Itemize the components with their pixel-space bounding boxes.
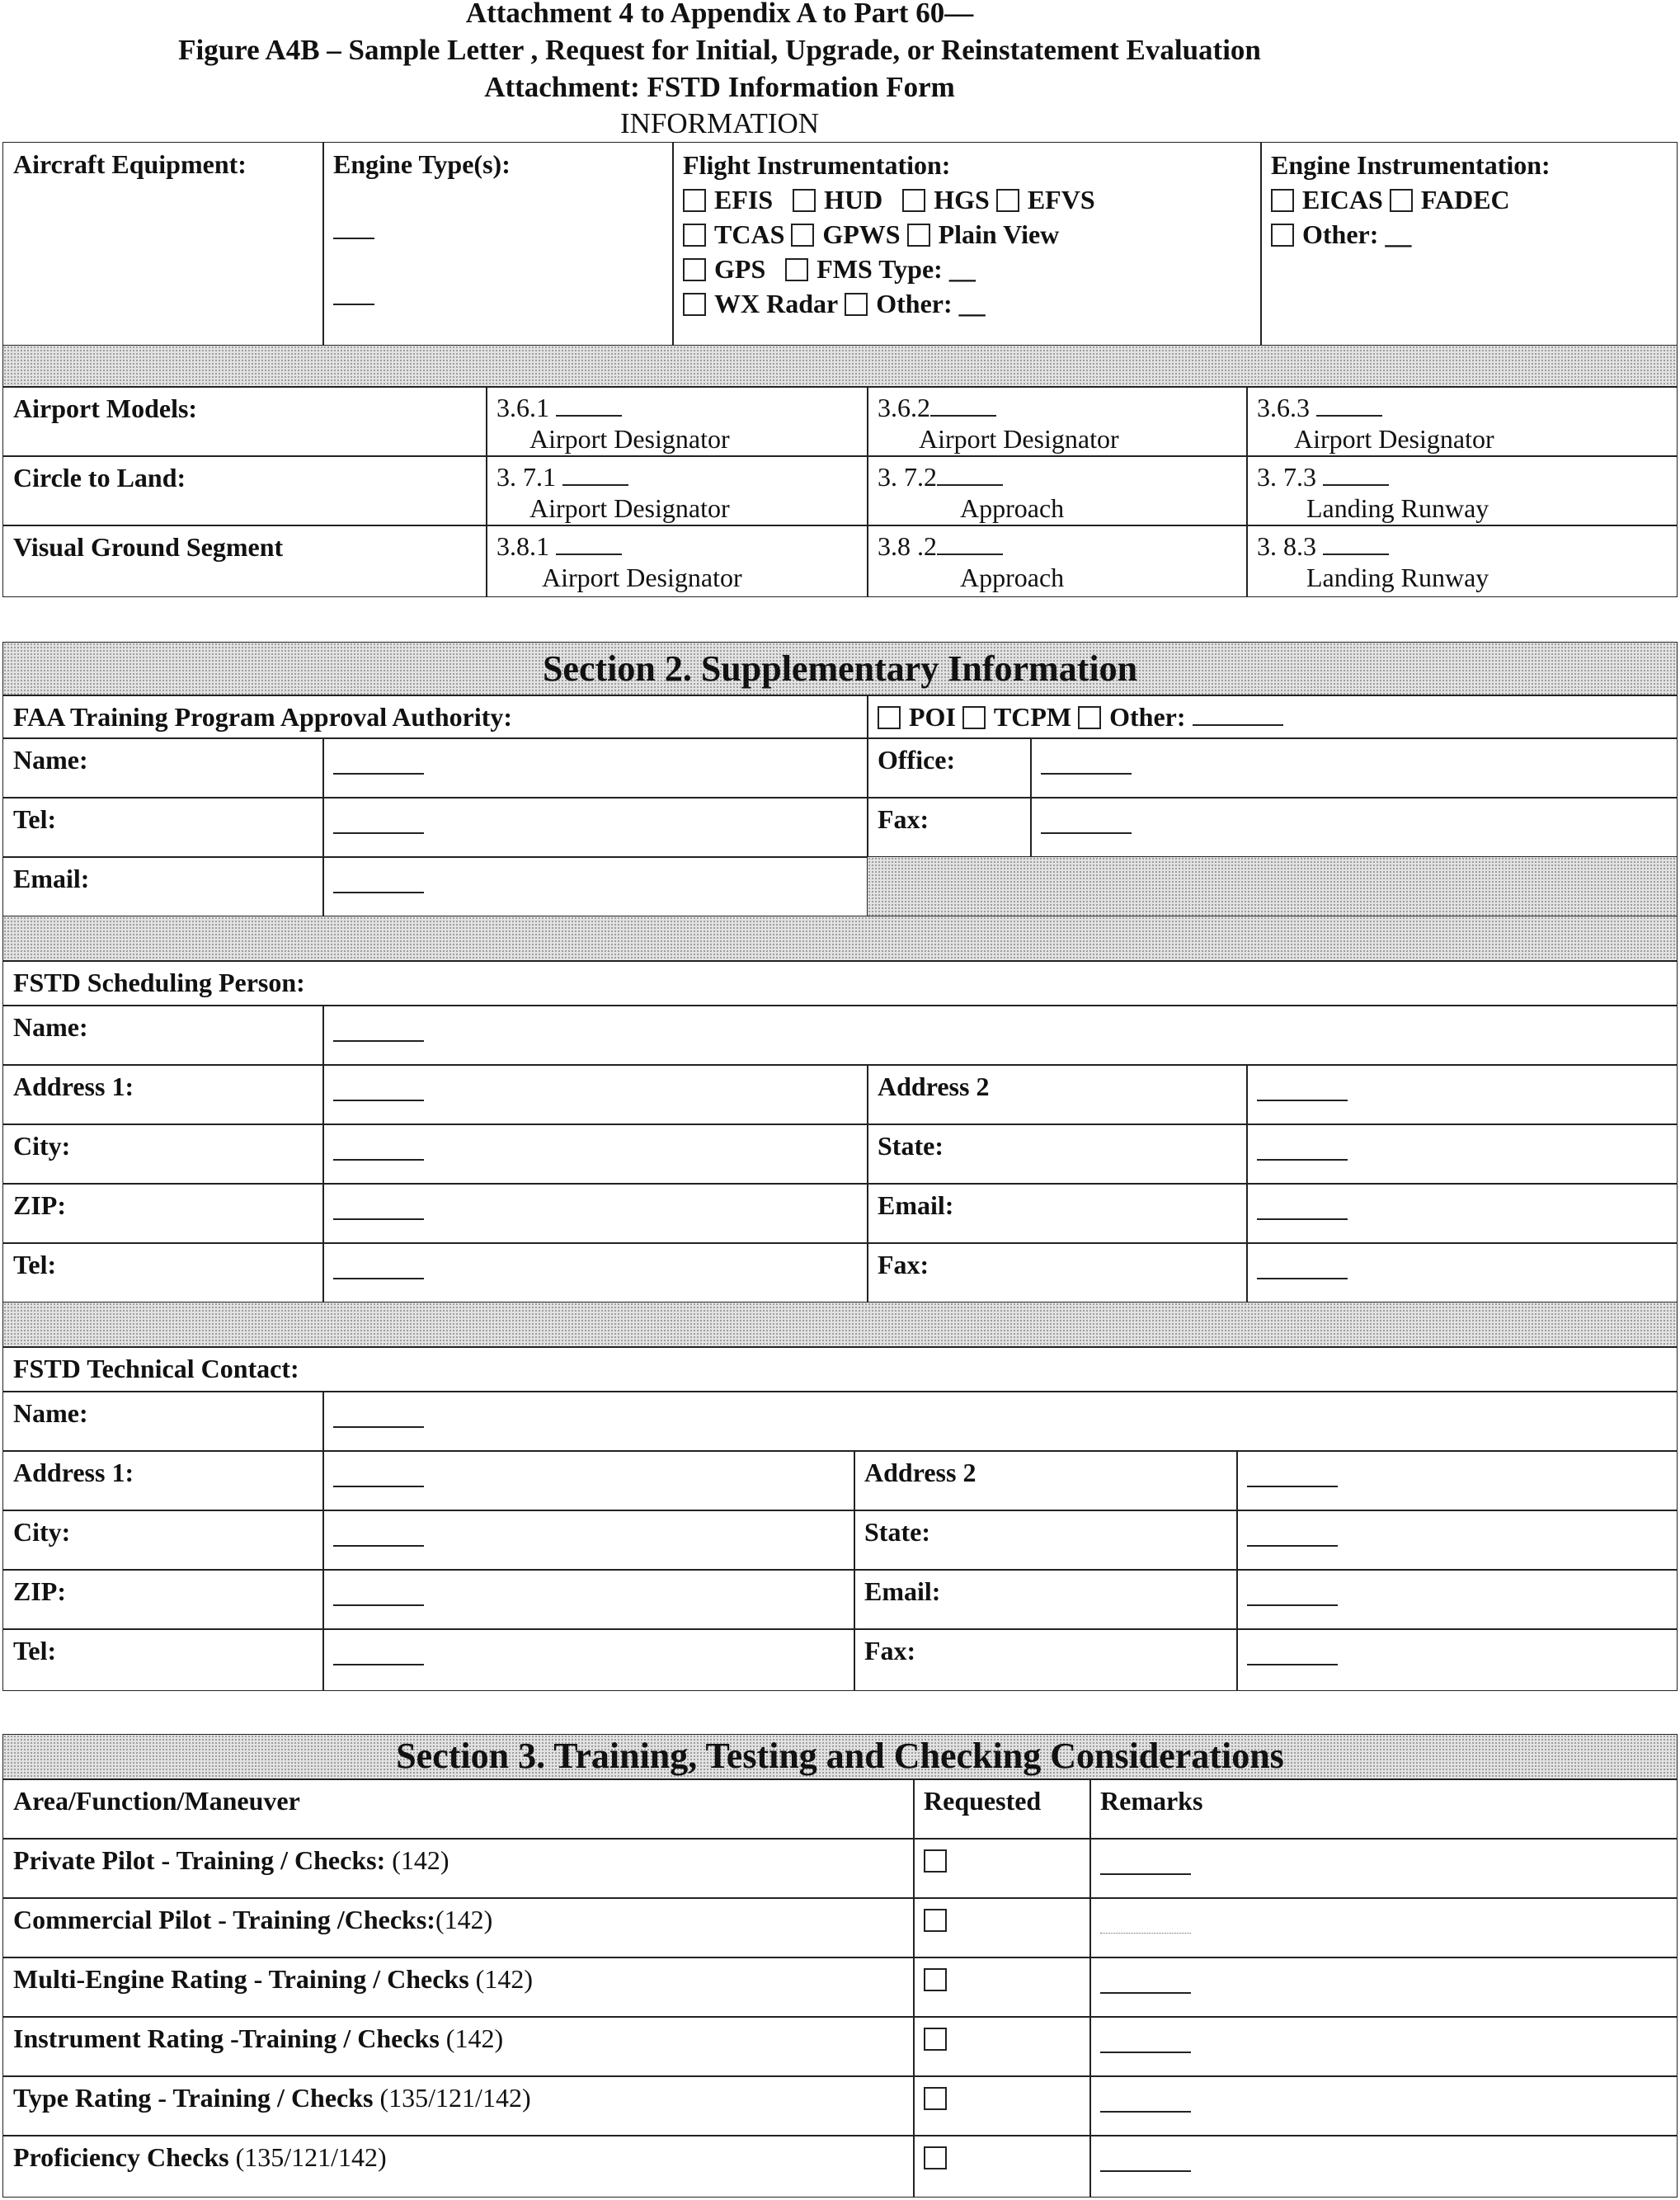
tech-zip-label-cell: ZIP:	[2, 1569, 324, 1630]
tcas-checkbox[interactable]	[683, 224, 706, 247]
visual-ground-segment-label-cell: Visual Ground Segment	[2, 525, 487, 597]
circle-to-land-label-cell: Circle to Land:	[2, 455, 487, 526]
training-row-requested	[913, 2016, 1091, 2077]
tech-address1-field[interactable]	[322, 1450, 855, 1511]
training-row-remarks[interactable]	[1089, 2016, 1678, 2077]
tcas-label: TCAS	[714, 219, 785, 249]
sched-zip-label-cell: ZIP:	[2, 1183, 324, 1244]
engine-instrumentation-cell	[1260, 142, 1678, 346]
plain-view-label: Plain View	[938, 219, 1060, 249]
tech-tel-label-cell: Tel:	[2, 1628, 324, 1691]
engine-type-blank-2[interactable]	[333, 285, 374, 305]
training-row-requested	[913, 1957, 1091, 2018]
information-heading: INFORMATION	[619, 107, 820, 139]
training-row-label: Instrument Rating -Training / Checks (142)	[2, 2016, 915, 2077]
fadec-checkbox[interactable]	[1390, 189, 1413, 212]
tech-fax-label-cell: Fax:	[854, 1628, 1238, 1691]
faa-email-label-cell: Email:	[2, 856, 324, 917]
tech-city-field[interactable]	[322, 1510, 855, 1571]
aircraft-equipment-cell	[2, 142, 324, 346]
efvs-checkbox[interactable]	[996, 189, 1019, 212]
shaded-separator-2	[2, 916, 1678, 962]
circle-cell-3-7-2[interactable]: 3. 7.2 Approach	[867, 455, 1248, 526]
faa-fax-field[interactable]	[1030, 797, 1678, 858]
sched-city-field[interactable]	[322, 1124, 868, 1185]
tech-state-field[interactable]	[1236, 1510, 1678, 1571]
faa-name-field[interactable]	[322, 737, 868, 799]
scheduling-person-heading: FSTD Scheduling Person:	[2, 960, 1678, 1006]
vgs-cell-3-8-1[interactable]: 3.8.1 Airport Designator	[486, 525, 868, 597]
tcpm-checkbox[interactable]	[962, 706, 986, 729]
faa-email-field[interactable]	[322, 856, 868, 917]
gps-checkbox[interactable]	[683, 258, 706, 281]
tech-address1-label-cell: Address 1:	[2, 1450, 324, 1511]
sched-address1-label-cell: Address 1:	[2, 1064, 324, 1125]
efvs-label: EFVS	[1027, 185, 1095, 214]
sched-fax-label-cell: Fax:	[867, 1242, 1248, 1303]
gpws-checkbox[interactable]	[791, 224, 814, 247]
fadec-label: FADEC	[1420, 185, 1510, 214]
training-row-label: Commercial Pilot - Training /Checks:(142)	[2, 1897, 915, 1958]
tech-fax-field[interactable]	[1236, 1628, 1678, 1691]
airport-models-label-cell: Airport Models:	[2, 386, 487, 457]
sched-state-label-cell: State:	[867, 1124, 1248, 1185]
sched-city-label-cell: City:	[2, 1124, 324, 1185]
technical-contact-heading: FSTD Technical Contact:	[2, 1346, 1678, 1392]
sched-zip-field[interactable]	[322, 1183, 868, 1244]
training-row-label: Proficiency Checks (135/121/142)	[2, 2135, 915, 2198]
faa-office-field[interactable]	[1030, 737, 1678, 799]
training-row-remarks[interactable]	[1089, 2075, 1678, 2136]
training-row-label: Type Rating - Training / Checks (135/121/142)	[2, 2075, 915, 2136]
sched-email-field[interactable]	[1246, 1183, 1678, 1244]
poi-checkbox[interactable]	[878, 706, 901, 729]
instrument-rating-checkbox[interactable]	[924, 2028, 947, 2051]
hud-checkbox[interactable]	[793, 189, 816, 212]
other-flight-checkbox[interactable]	[845, 293, 868, 316]
sched-name-label-cell: Name:	[2, 1005, 324, 1066]
shaded-blank-cell	[867, 856, 1678, 917]
faa-name-label-cell: Name:	[2, 737, 324, 799]
engine-type-label: Engine Type(s):	[333, 149, 511, 179]
training-row-remarks[interactable]	[1089, 1957, 1678, 2018]
efis-label: EFIS	[714, 185, 774, 214]
section-3-title: Section 3. Training, Testing and Checking Considerations	[396, 1736, 1284, 1776]
attachment-subtitle: Attachment: FSTD Information Form	[484, 71, 955, 103]
gps-label: GPS	[714, 254, 766, 284]
sched-address1-field[interactable]	[322, 1064, 868, 1125]
aircraft-equipment-label: Aircraft Equipment:	[13, 149, 247, 179]
other-authority-blank[interactable]	[1193, 706, 1283, 726]
tech-email-label-cell: Email:	[854, 1569, 1238, 1630]
vgs-cell-3-8-3[interactable]: 3. 8.3 Landing Runway	[1246, 525, 1678, 597]
tech-tel-field[interactable]	[322, 1628, 855, 1691]
other-engine-checkbox[interactable]	[1271, 224, 1294, 247]
multi-engine-checkbox[interactable]	[924, 1968, 947, 1991]
wx-radar-label: WX Radar	[714, 289, 839, 318]
private-pilot-checkbox[interactable]	[924, 1849, 947, 1873]
vgs-cell-3-8-2[interactable]: 3.8 .2 Approach	[867, 525, 1248, 597]
training-row-requested	[913, 1897, 1091, 1958]
eicas-label: EICAS	[1302, 185, 1383, 214]
training-row-requested	[913, 2075, 1091, 2136]
commercial-pilot-checkbox[interactable]	[924, 1909, 947, 1932]
faa-tel-label-cell: Tel:	[2, 797, 324, 858]
sched-tel-label-cell: Tel:	[2, 1242, 324, 1303]
flight-instrumentation-label: Flight Instrumentation:	[683, 150, 951, 180]
training-row-label: Private Pilot - Training / Checks: (142)	[2, 1838, 915, 1899]
fms-type-label: FMS Type: __	[816, 254, 976, 284]
airport-cell-3-6-3[interactable]: 3.6.3 Airport Designator	[1246, 386, 1678, 457]
hgs-checkbox[interactable]	[902, 189, 925, 212]
fms-type-checkbox[interactable]	[785, 258, 808, 281]
airport-cell-3-6-1[interactable]: 3.6.1 Airport Designator	[486, 386, 868, 457]
tech-address2-label-cell: Address 2	[854, 1450, 1238, 1511]
tech-name-field[interactable]	[322, 1391, 1678, 1452]
plain-view-checkbox[interactable]	[907, 224, 930, 247]
eicas-checkbox[interactable]	[1271, 189, 1294, 212]
shaded-separator	[2, 345, 1678, 388]
flight-instrumentation-cell	[672, 142, 1262, 346]
efis-checkbox[interactable]	[683, 189, 706, 212]
sched-email-label-cell: Email:	[867, 1183, 1248, 1244]
other-authority-checkbox[interactable]	[1078, 706, 1101, 729]
faa-options-cell: POI TCPM Other:	[867, 695, 1678, 739]
col-area-header: Area/Function/Maneuver	[2, 1778, 915, 1840]
engine-type-blank-1[interactable]	[333, 219, 374, 239]
airport-cell-3-6-2[interactable]: 3.6.2 Airport Designator	[867, 386, 1248, 457]
sched-tel-field[interactable]	[322, 1242, 868, 1303]
engine-type-cell	[322, 142, 674, 346]
faa-fax-label-cell: Fax:	[867, 797, 1032, 858]
wx-radar-checkbox[interactable]	[683, 293, 706, 316]
tech-city-label-cell: City:	[2, 1510, 324, 1571]
other-flight-label: Other: __	[876, 289, 986, 318]
col-remarks-header: Remarks	[1089, 1778, 1678, 1840]
tech-zip-field[interactable]	[322, 1569, 855, 1630]
circle-cell-3-7-3[interactable]: 3. 7.3 Landing Runway	[1246, 455, 1678, 526]
type-rating-checkbox[interactable]	[924, 2087, 947, 2110]
tech-state-label-cell: State:	[854, 1510, 1238, 1571]
training-row-requested	[913, 1838, 1091, 1899]
tech-email-field[interactable]	[1236, 1569, 1678, 1630]
training-row-label: Multi-Engine Rating - Training / Checks (142)	[2, 1957, 915, 2018]
tech-name-label-cell: Name:	[2, 1391, 324, 1452]
section-2-title: Section 2. Supplementary Information	[542, 648, 1138, 689]
tech-address2-field[interactable]	[1236, 1450, 1678, 1511]
faa-tel-field[interactable]	[322, 797, 868, 858]
training-row-remarks[interactable]	[1089, 2135, 1678, 2198]
engine-instrumentation-label: Engine Instrumentation:	[1271, 150, 1551, 180]
training-row-remarks[interactable]	[1089, 1897, 1678, 1958]
sched-state-field[interactable]	[1246, 1124, 1678, 1185]
training-row-remarks[interactable]	[1089, 1838, 1678, 1899]
faa-office-label-cell: Office:	[867, 737, 1032, 799]
attachment-title: Attachment 4 to Appendix A to Part 60—	[465, 0, 974, 29]
figure-title: Figure A4B – Sample Letter , Request for Initial, Upgrade, or Reinstatement Evaluation	[178, 34, 1261, 66]
faa-authority-cell: FAA Training Program Approval Authority:	[2, 695, 868, 739]
training-row-requested	[913, 2135, 1091, 2198]
proficiency-checks-checkbox[interactable]	[924, 2146, 947, 2169]
gpws-label: GPWS	[822, 219, 901, 249]
hgs-label: HGS	[934, 185, 990, 214]
circle-cell-3-7-1[interactable]: 3. 7.1 Airport Designator	[486, 455, 868, 526]
col-requested-header: Requested	[913, 1778, 1091, 1840]
sched-address2-field[interactable]	[1246, 1064, 1678, 1125]
shaded-separator-3	[2, 1302, 1678, 1348]
sched-fax-field[interactable]	[1246, 1242, 1678, 1303]
sched-address2-label-cell: Address 2	[867, 1064, 1248, 1125]
hud-label: HUD	[824, 185, 883, 214]
other-engine-label: Other: __	[1302, 219, 1412, 249]
sched-name-field[interactable]	[322, 1005, 1678, 1066]
